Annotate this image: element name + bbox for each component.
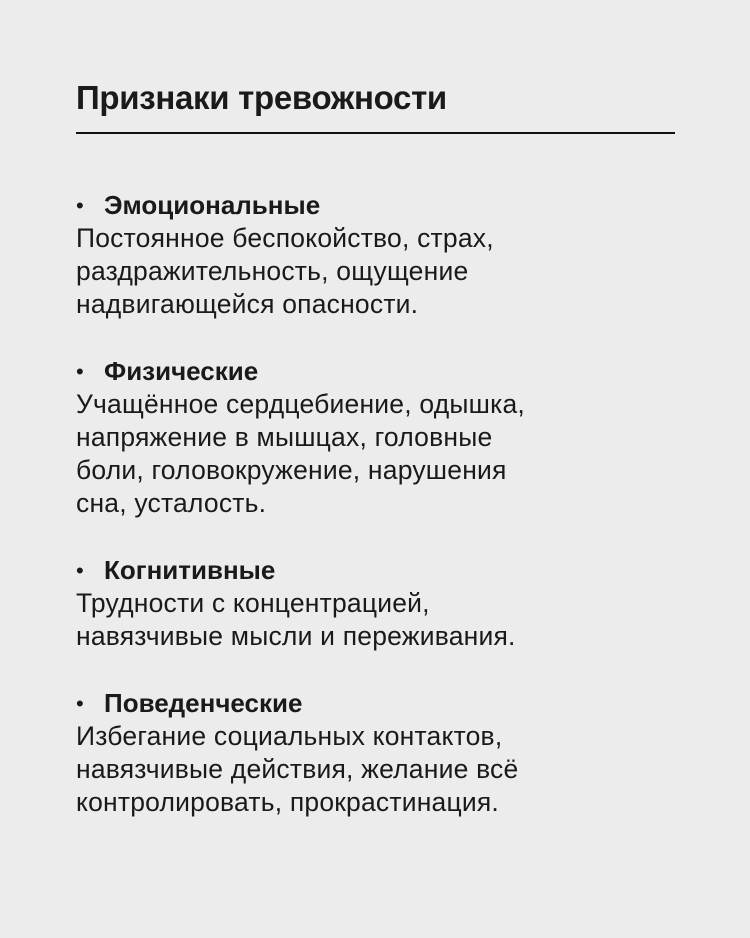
description-line: Постоянное беспокойство, страх, [76,223,494,253]
description-line: Трудности с концентрацией, [76,588,430,618]
section-heading [76,355,676,388]
section-heading-text: Физические [104,356,259,386]
description-line: контролировать, прокрастинация. [76,787,499,817]
description-line: напряжение в мышцах, головные [76,422,493,452]
section-heading-text: Эмоциональные [104,190,321,220]
section-description [76,720,676,819]
section-heading-text: Когнитивные [104,555,276,585]
page-title: Признаки тревожности [76,79,447,116]
section-heading [76,554,676,587]
section-description [76,222,676,321]
section-emotional [76,189,676,321]
section-physical [76,355,676,520]
description-line: раздражительность, ощущение [76,256,469,286]
section-behavioral [76,687,676,819]
bullet-icon: • [76,359,84,384]
section-cognitive [76,554,676,653]
bullet-icon: • [76,558,84,583]
section-description [76,587,676,653]
section-heading-text: Поведенческие [104,688,303,718]
title-divider [76,132,675,134]
bullet-icon: • [76,691,84,716]
description-line: Учащённое сердцебиение, одышка, [76,389,525,419]
section-description [76,388,676,520]
description-line: Избегание социальных контактов, [76,721,503,751]
description-line: боли, головокружение, нарушения [76,455,507,485]
sections-list [76,189,676,853]
description-line: сна, усталость. [76,488,267,518]
description-line: навязчивые мысли и переживания. [76,621,516,651]
section-heading [76,189,676,222]
description-line: надвигающейся опасности. [76,289,419,319]
bullet-icon: • [76,193,84,218]
description-line: навязчивые действия, желание всё [76,754,519,784]
section-heading [76,687,676,720]
